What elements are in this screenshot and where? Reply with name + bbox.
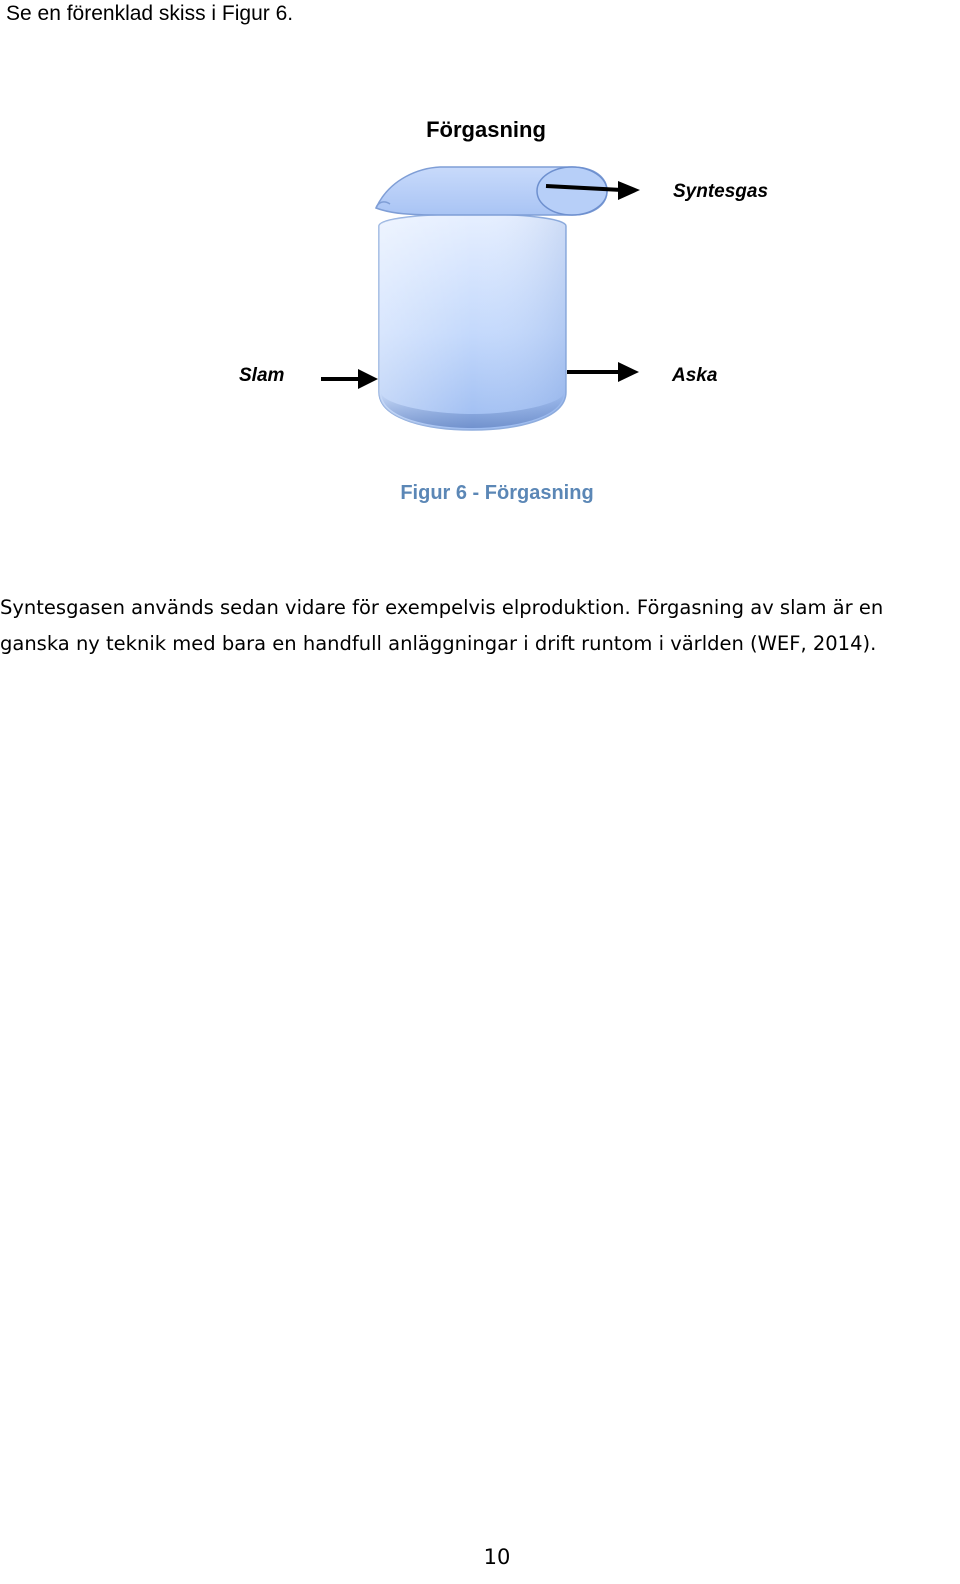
slam-label: Slam <box>239 365 285 386</box>
body-paragraph <box>0 590 956 662</box>
slam-input-arrow-icon <box>321 369 378 389</box>
figure-caption: Figur 6 - Förgasning <box>400 482 594 504</box>
aska-label: Aska <box>672 365 718 386</box>
page-number: 10 <box>483 1545 511 1569</box>
pipe-opening <box>537 167 607 215</box>
body-line-1: Syntesgasen används sedan vidare för exempelvis elproduktion. Förgasning av slam är en <box>0 596 884 619</box>
aska-output-arrow-icon <box>567 362 639 382</box>
gasification-diagram <box>0 0 960 560</box>
syntesgas-label: Syntesgas <box>673 181 769 202</box>
intro-sentence: Se en förenklad skiss i Figur 6. <box>6 2 294 25</box>
body-line-2: ganska ny teknik med bara en handfull anläggningar i drift runtom i världen (WEF, 2014). <box>0 632 877 655</box>
diagram-title: Förgasning <box>426 117 546 142</box>
